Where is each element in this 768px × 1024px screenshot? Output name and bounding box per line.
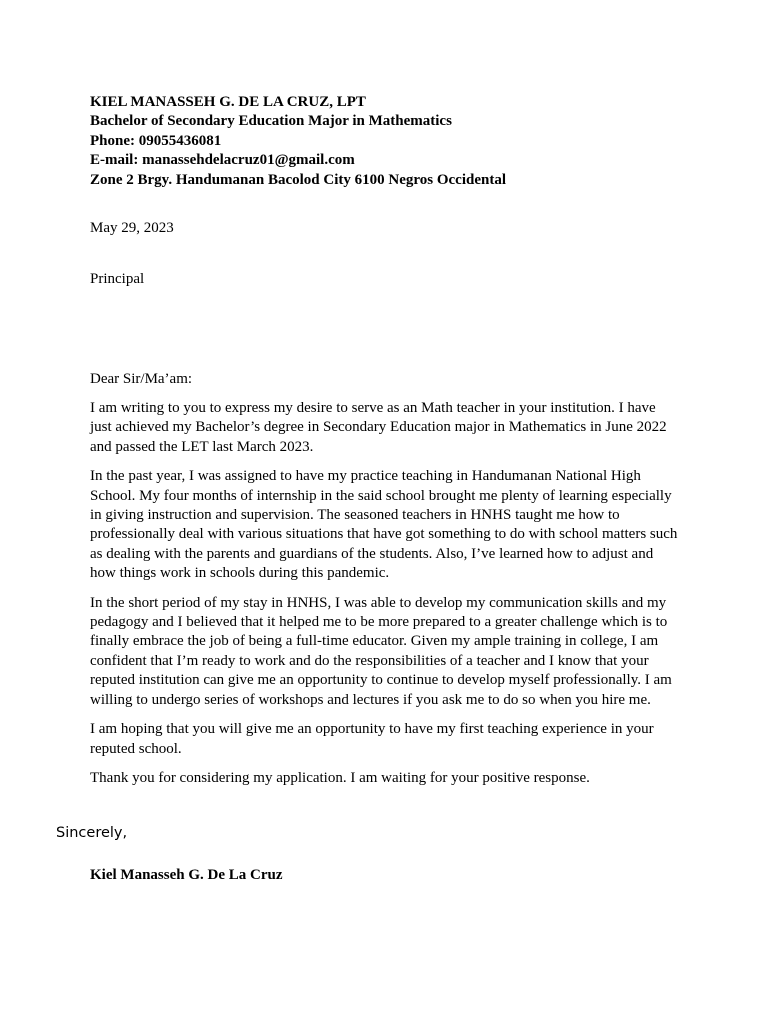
closing: Sincerely, bbox=[56, 825, 128, 841]
signature-name: Kiel Manasseh G. De La Cruz bbox=[90, 867, 283, 883]
body-paragraph: I am hoping that you will give me an opportunity to have my first teaching experience in your reputed school. bbox=[90, 721, 654, 757]
body-paragraph: Thank you for considering my application. I am waiting for your positive response. bbox=[90, 769, 590, 786]
letter-header bbox=[90, 93, 690, 190]
applicant-email: E-mail: manassehdelacruz01@gmail.com bbox=[90, 152, 355, 169]
letter-body bbox=[90, 399, 680, 798]
applicant-name: KIEL MANASSEH G. DE LA CRUZ, LPT bbox=[90, 94, 366, 110]
applicant-phone: Phone: 09055436081 bbox=[90, 132, 222, 149]
letter-date: May 29, 2023 bbox=[90, 220, 174, 236]
body-paragraph: In the past year, I was assigned to have my practice teaching in Handumanan National High School. My four months of internship in the said school brought me plenty of learning especially in giving instruction and supervision. The seasoned teachers in HNHS taught me how to professionally deal with various situations that have got something to do with school matters such as dealing with the parents and guardians of the students. Also, I’ve learned how to adjust and how things work in schools during this pandemic. bbox=[90, 468, 678, 582]
recipient: Principal bbox=[90, 271, 145, 287]
applicant-address: Zone 2 Brgy. Handumanan Bacolod City 6100 Negros Occidental bbox=[90, 171, 507, 188]
body-paragraph: I am writing to you to express my desire to serve as an Math teacher in your institution. I have just achieved my Bachelor’s degree in Secondary Education major in Mathematics in June 2022 and passed the LET last March 2023. bbox=[90, 400, 667, 455]
applicant-degree: Bachelor of Secondary Education Major in Mathematics bbox=[90, 113, 452, 130]
body-paragraph: In the short period of my stay in HNHS, I was able to develop my communication skills and my pedagogy and I believed that it helped me to be more prepared to a greater challenge which is to finally embrace the job of being a full-time educator. Given my ample training in college, I am confident that I’m ready to work and do the responsibilities of a teacher and I know that your reputed institution can give me an opportunity to continue to develop myself professionally. I am willing to undergo series of workshops and lectures if you ask me to do so when you hire me. bbox=[90, 594, 672, 708]
salutation: Dear Sir/Ma’am: bbox=[90, 371, 193, 387]
